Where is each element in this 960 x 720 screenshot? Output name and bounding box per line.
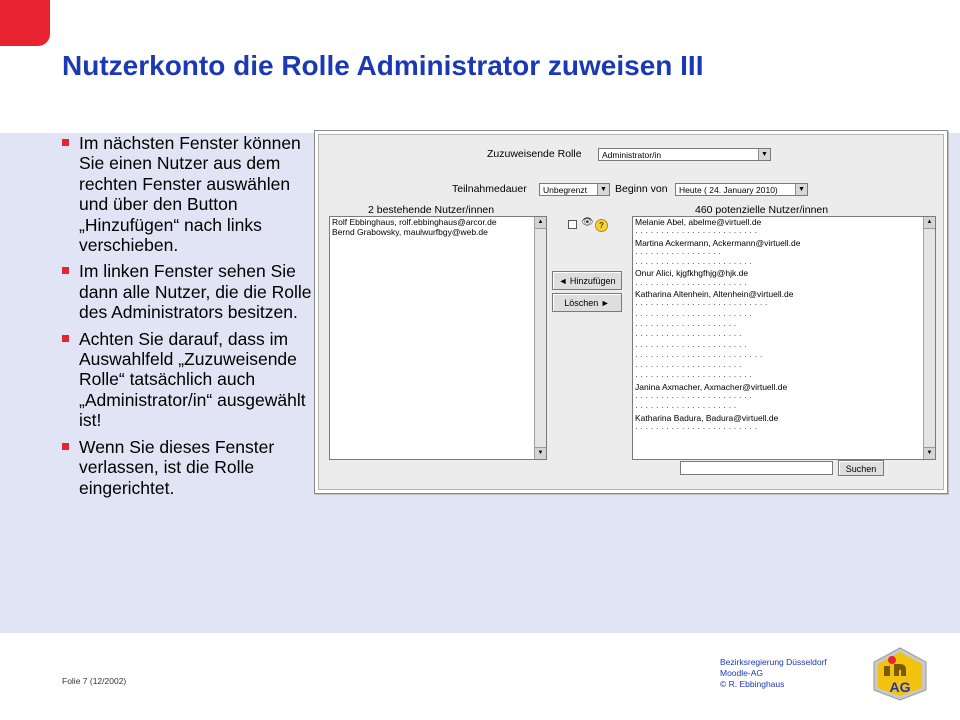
form-frame <box>318 134 944 490</box>
list-item[interactable]: Bernd Grabowsky, maulwurfbgy@web.de <box>332 227 488 238</box>
potential-users-header: 460 potenzielle Nutzer/innen <box>695 204 829 216</box>
bullet-marker-icon <box>62 443 69 450</box>
existing-users-list[interactable] <box>329 216 547 460</box>
potential-users-rows <box>633 217 935 433</box>
list-item[interactable]: · · · · · · · · · · · · · · · · · · · · · · · · · · <box>635 299 768 310</box>
list-item[interactable]: · · · · · · · · · · · · · · · · · · · · · <box>635 361 742 372</box>
bullet-marker-icon <box>62 267 69 274</box>
add-button[interactable]: ◄ Hinzufügen <box>552 271 622 290</box>
bullet-item: Im nächsten Fenster können Sie einen Nutzer aus dem rechten Fenster auswählen und über den Button „Hinzufügen“ nach links verschieben. <box>62 133 312 255</box>
eye-icon[interactable]: 👁 <box>581 217 594 228</box>
role-label: Zuzuweisende Rolle <box>487 148 582 160</box>
list-item[interactable]: Onur Alici, kjgfkhgfhjg@hjk.de <box>635 268 749 279</box>
slide-title: Nutzerkonto die Rolle Administrator zuweisen III <box>62 50 704 81</box>
existing-users-header: 2 bestehende Nutzer/innen <box>368 204 495 216</box>
list-item[interactable]: · · · · · · · · · · · · · · · · · · · · · · · <box>635 309 753 320</box>
list-item[interactable]: · · · · · · · · · · · · · · · · · · · · · <box>635 330 742 341</box>
list-item[interactable]: · · · · · · · · · · · · · · · · · · · · · · · · · <box>635 350 763 361</box>
scroll-down-icon[interactable]: ▼ <box>924 447 935 459</box>
copyright-line: © R. Ebbinghaus <box>720 679 785 689</box>
list-item[interactable]: · · · · · · · · · · · · · · · · · · · · · · · · <box>635 422 758 433</box>
bullet-marker-icon <box>62 335 69 342</box>
scroll-up-icon[interactable]: ▲ <box>924 217 935 229</box>
bullet-list <box>62 133 312 504</box>
start-label: Beginn von <box>615 183 668 195</box>
remove-button[interactable]: Löschen ► <box>552 293 622 312</box>
scroll-down-icon[interactable]: ▼ <box>535 447 546 459</box>
list-item[interactable]: · · · · · · · · · · · · · · · · · · · · · · · <box>635 371 753 382</box>
org-line: Moodle-AG <box>720 668 763 678</box>
list-item[interactable]: · · · · · · · · · · · · · · · · · · · · · · · · <box>635 227 758 238</box>
chevron-down-icon[interactable]: ▼ <box>758 149 770 160</box>
list-item[interactable]: Martina Ackermann, Ackermann@virtuell.de <box>635 237 801 248</box>
role-select[interactable]: Administrator/in ▼ <box>598 148 771 161</box>
bullet-item: Im linken Fenster sehen Sie dann alle Nutzer, die die Rolle des Administrators besitzen. <box>62 261 312 322</box>
list-item[interactable]: · · · · · · · · · · · · · · · · · · · · <box>635 402 737 413</box>
duration-label: Teilnahmedauer <box>452 183 527 195</box>
bullet-item: Achten Sie darauf, dass im Auswahlfeld „Zuzuweisende Rolle“ tatsächlich auch „Administrator/in“ ausgewählt ist! <box>62 329 312 431</box>
list-item[interactable]: · · · · · · · · · · · · · · · · · · · · · · · <box>635 392 753 403</box>
list-item[interactable]: · · · · · · · · · · · · · · · · · · · · · · <box>635 340 747 351</box>
logo-text: AG <box>889 679 911 695</box>
footer-credits <box>720 657 827 690</box>
help-icon[interactable]: ? <box>595 219 608 232</box>
checkbox[interactable] <box>568 220 577 229</box>
list-item[interactable]: · · · · · · · · · · · · · · · · · · · · <box>635 319 737 330</box>
list-item[interactable]: Rolf Ebbinghaus, rolf.ebbinghaus@arcor.de <box>332 217 497 227</box>
list-item[interactable]: Katharina Altenhein, Altenhein@virtuell.de <box>635 289 794 300</box>
list-item[interactable]: Katharina Badura, Badura@virtuell.de <box>635 412 779 423</box>
search-input[interactable] <box>680 461 833 475</box>
role-assignment-window <box>314 130 948 494</box>
scrollbar[interactable] <box>923 217 935 459</box>
scroll-up-icon[interactable]: ▲ <box>535 217 546 229</box>
list-item[interactable]: · · · · · · · · · · · · · · · · · · · · · · · <box>635 258 753 269</box>
list-item[interactable]: Janina Axmacher, Axmacher@virtuell.de <box>635 381 788 392</box>
list-item[interactable]: · · · · · · · · · · · · · · · · · <box>635 247 721 258</box>
chevron-down-icon[interactable]: ▼ <box>597 184 609 195</box>
bullet-item: Wenn Sie dieses Fenster verlassen, ist die Rolle eingerichtet. <box>62 437 312 498</box>
bullet-marker-icon <box>62 139 69 146</box>
list-item[interactable]: · · · · · · · · · · · · · · · · · · · · · · <box>635 278 747 289</box>
start-select[interactable]: Heute ( 24. January 2010) ▼ <box>675 183 808 196</box>
org-line: Bezirksregierung Düsseldorf <box>720 657 827 667</box>
corner-accent <box>0 0 50 46</box>
chevron-down-icon[interactable]: ▼ <box>795 184 807 195</box>
moodle-ag-logo-icon <box>870 646 930 702</box>
scrollbar[interactable] <box>534 217 546 459</box>
search-button[interactable]: Suchen <box>838 460 884 476</box>
list-item[interactable]: Melanie Abel, abelme@virtuell.de <box>635 217 762 227</box>
slide-number: Folie 7 (12/2002) <box>62 676 127 686</box>
potential-users-list[interactable] <box>632 216 936 460</box>
duration-select[interactable]: Unbegrenzt ▼ <box>539 183 610 196</box>
